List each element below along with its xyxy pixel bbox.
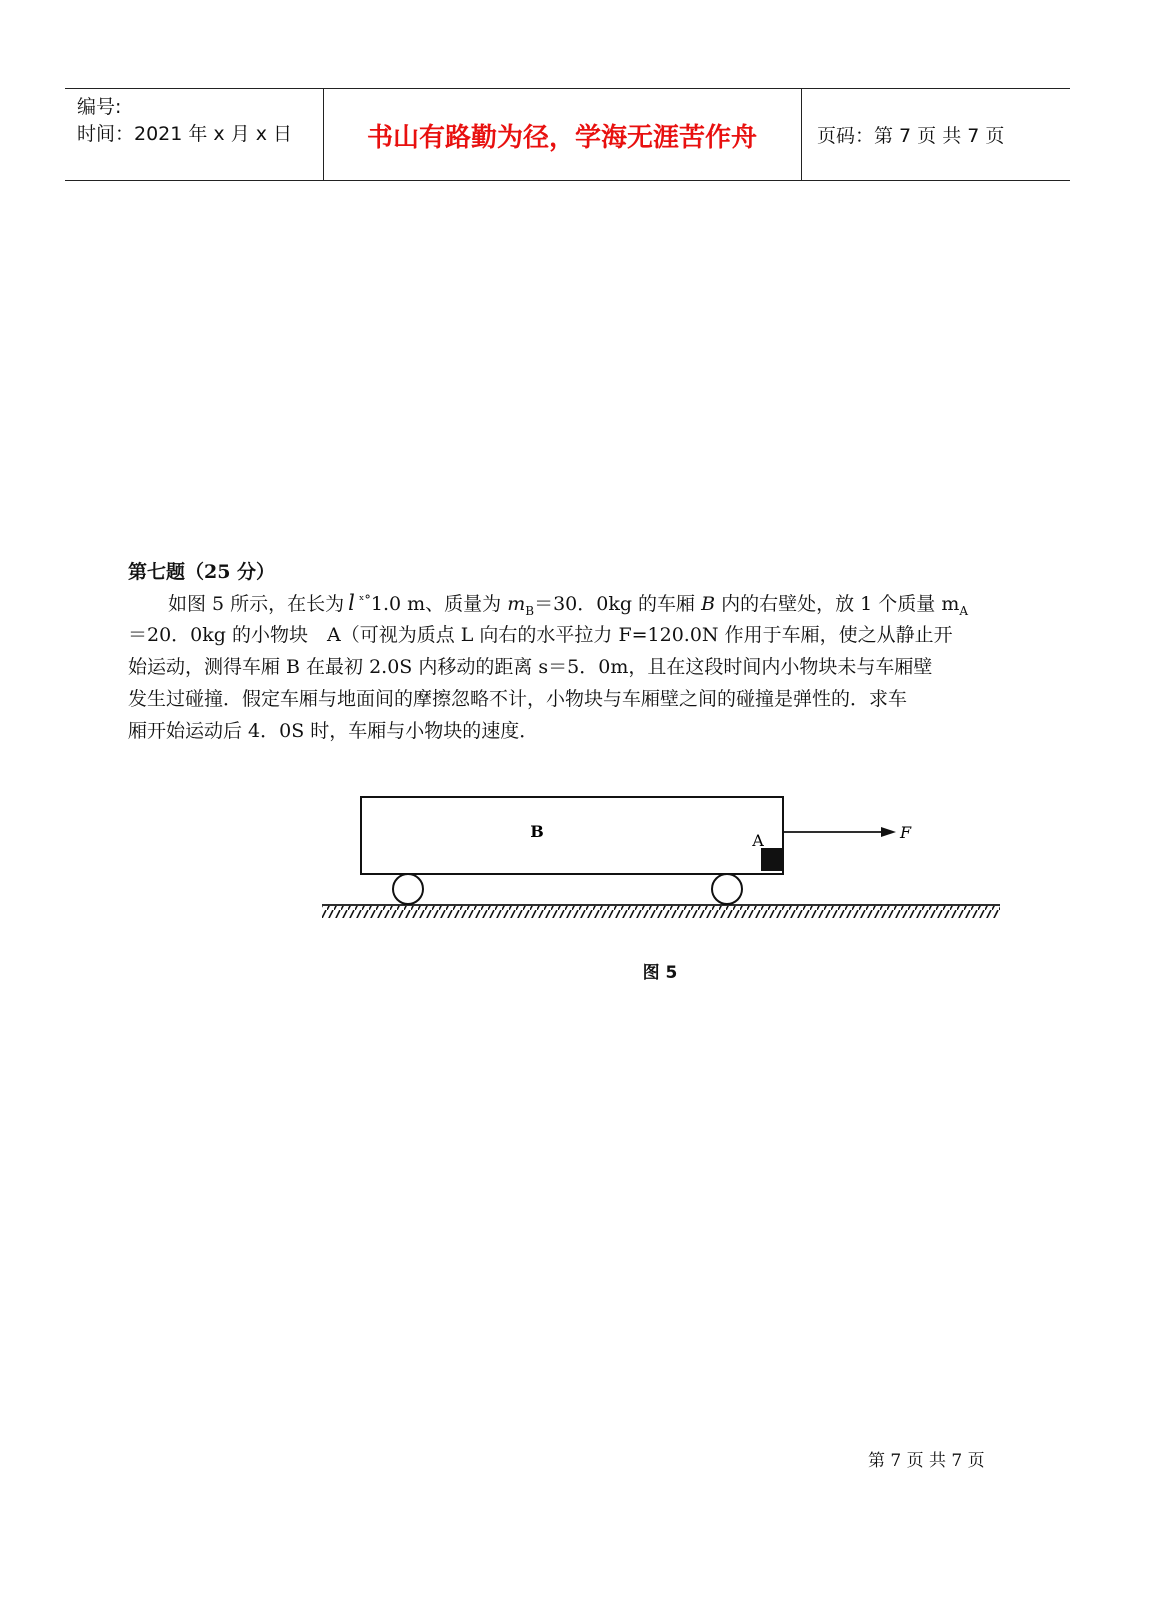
q-text-1d: 内的右壁处，放 1 个质量 m: [715, 593, 960, 615]
car-body: [361, 797, 783, 874]
header-right-cell: [803, 89, 1070, 180]
ground-hatch: [322, 906, 1000, 918]
label-b: B: [530, 822, 544, 841]
question-line-2: ＝20．0kg 的小物块 A（可视为质点 L 向右的水平拉力 F=120.0N 作用于车厢，使之从静止开: [128, 624, 953, 646]
mass-b-sub: B: [525, 603, 535, 618]
q-text-1a: 如图 5 所示，在长为: [168, 593, 345, 615]
length-symbol: l: [348, 591, 355, 615]
question-title: 第七题（25 分）: [128, 561, 276, 583]
garbled-mark: ˣ°: [358, 593, 371, 608]
q-text-1c: ＝30．0kg 的车厢: [534, 593, 702, 615]
force-arrow-head: [881, 827, 896, 837]
page-info: 页码：第 7 页 共 7 页: [817, 125, 1005, 147]
question-line-4: 发生过碰撞．假定车厢与地面间的摩擦忽略不计，小物块与车厢壁之间的碰撞是弹性的．求车: [128, 688, 908, 710]
question-line-5: 厢开始运动后 4．0S 时，车厢与小物块的速度．: [128, 720, 539, 742]
question-line-1: [168, 589, 968, 618]
mass-a-sub: A: [959, 603, 969, 618]
header-table: [65, 88, 1070, 181]
serial-label: 编号:: [77, 96, 122, 118]
block-a: [761, 848, 783, 871]
mass-b-symbol: m: [507, 593, 526, 615]
wheel-left: [393, 874, 423, 904]
q-text-1b: 1.0 m、质量为: [370, 593, 508, 615]
motto: 书山有路勤为径，学海无涯苦作舟: [366, 123, 757, 153]
car-b-symbol: B: [701, 593, 716, 615]
label-f: F: [900, 823, 912, 842]
figure-5: [320, 790, 1010, 930]
date-label: 时间：2021 年 x 月 x 日: [77, 123, 293, 145]
label-a: A: [752, 831, 764, 850]
wheel-right: [712, 874, 742, 904]
figure-caption: 图 5: [642, 963, 678, 983]
question-line-3: 始运动，测得车厢 B 在最初 2.0S 内移动的距离 s＝5．0m，且在这段时间内小物块未与车厢壁: [128, 656, 933, 678]
header-left-cell: [65, 89, 324, 180]
header-center-cell: [323, 89, 802, 180]
page-footer: 第 7 页 共 7 页: [868, 1451, 985, 1471]
